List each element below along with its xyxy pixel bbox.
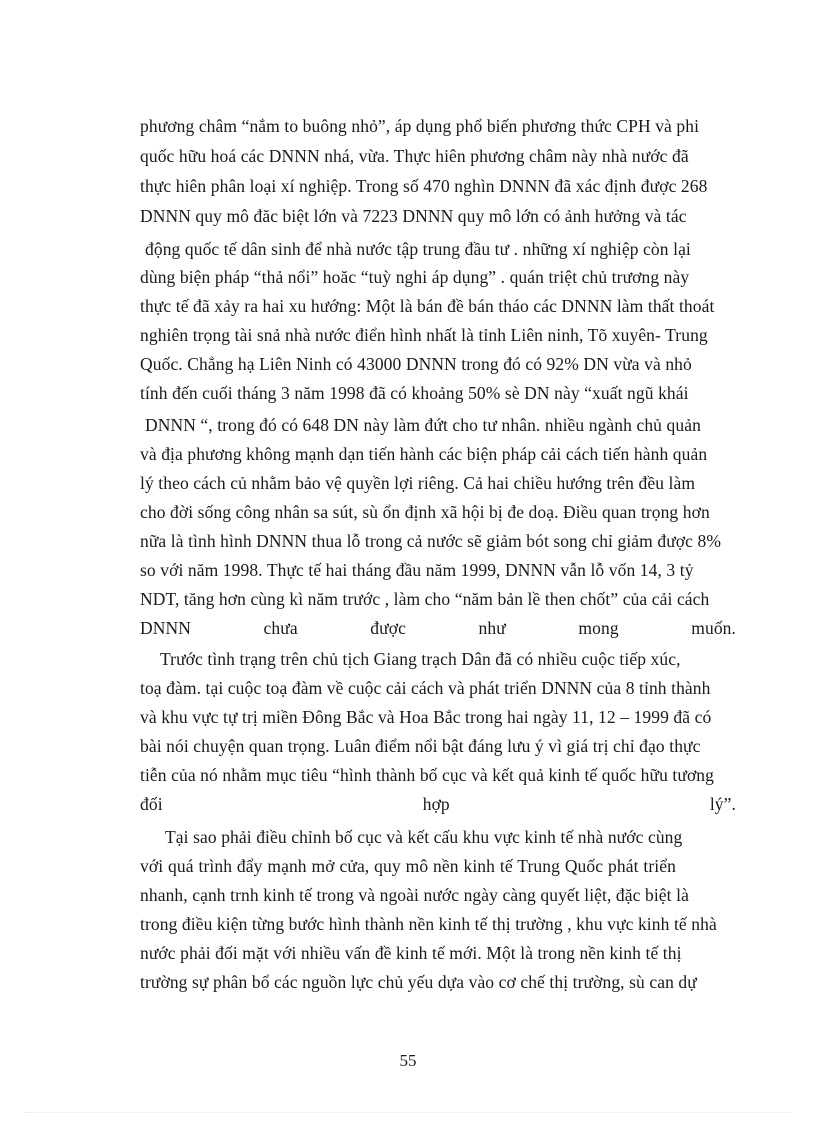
text-line: dùng biện pháp “thả nổi” hoăc “tuỳ nghi áp dụng” . quán triệt chủ trương này [140,267,690,287]
text-line: cho đời sống công nhân sa sút, sù ổn định xã hội bị đe doạ. Điều quan trọng hơn [140,502,710,522]
text-line: Quốc. Chẳng hạ Liên Ninh có 43000 DNNN trong đó có 92% DN vừa và nhỏ [140,354,692,374]
text-line: lý theo cách củ nhằm bảo vệ quyền lợi riêng. Cả hai chiều hướng trên đều làm [140,473,696,493]
text-line: Trước tình trạng trên chủ tịch Giang trạch Dân đã có nhiều cuộc tiếp xúc, [160,649,681,669]
text-line: DNNN chưa được như mong muốn. [140,618,736,638]
text-line: DNNN quy mô đăc biệt lớn và 7223 DNNN quy mô lớn có ảnh hưởng và tác [140,206,687,226]
text-line: thực tế đã xảy ra hai xu hướng: Một là bán đề bán tháo các DNNN làm thất thoát [140,296,715,316]
text-line: quốc hữu hoá các DNNN nhá, vừa. Thực hiên phương châm này nhà nước đã [140,146,689,166]
text-line: so với năm 1998. Thực tế hai tháng đầu năm 1999, DNNN vẫn lỗ vốn 14, 3 tỷ [140,560,694,580]
text-line: trường sự phân bổ các nguồn lực chủ yếu dựa vào cơ chế thị trường, sù can dự [140,972,697,992]
text-line: toạ đàm. tại cuộc toạ đàm về cuộc cải cách và phát triển DNNN của 8 tỉnh thành [140,678,711,698]
text-line: nữa là tình hình DNNN thua lỗ trong cả nước sẽ giảm bót song chỉ giảm được 8% [140,531,722,551]
text-line: động quốc tế dân sinh để nhà nước tập trung đầu tư . những xí nghiệp còn lại [145,239,691,259]
page-number: 55 [399,1051,417,1070]
text-line: DNNN “, trong đó có 648 DN này làm đứt cho tư nhân. nhiều ngành chủ quản [145,415,701,435]
text-line: tính đến cuối tháng 3 năm 1998 đã có khoảng 50% sè DN này “xuất ngũ khái [140,383,689,403]
text-line: và địa phương không mạnh dạn tiến hành các biện pháp cải cách tiến hành quản [140,444,708,464]
text-line: nhanh, cạnh trnh kinh tế trong và ngoài nước ngày càng quyết liệt, đặc biệt là [140,885,689,905]
text-line: và khu vực tự trị miền Đông Bắc và Hoa Bắc trong hai ngày 11, 12 – 1999 đã có [140,707,712,727]
text-line: bài nói chuyện quan trọng. Luân điểm nổi bật đáng lưu ý vì giá trị chỉ đạo thực [140,736,701,756]
text-line: với quá trình đẩy mạnh mở cửa, quy mô nền kinh tế Trung Quốc phát triển [140,856,676,876]
text-line: tiễn của nó nhằm mục tiêu “hình thành bố cục và kết quả kinh tế quốc hữu tương [140,765,715,785]
text-line: nghiên trọng tài snả nhà nước điển hình nhất là tỉnh Liên ninh, Tõ xuyên- Trung [140,325,708,345]
text-line: NDT, tăng hơn cùng kì năm trước , làm cho “năm bản lề then chốt” của cải cách [140,589,710,609]
text-line: nước phải đối mặt với nhiều vấn đề kinh tế mới. Một là trong nền kinh tế thị [140,943,682,963]
bottom-divider [24,1112,792,1113]
text-line: Tại sao phải điều chỉnh bố cục và kết cấu khu vực kinh tế nhà nước cùng [165,827,683,847]
text-line: phương châm “nắm to buông nhỏ”, áp dụng phổ biến phương thức CPH và phi [140,116,700,136]
text-line: thực hiên phân loại xí nghiệp. Trong số 470 nghìn DNNN đã xác định được 268 [140,176,708,196]
text-line: trong điều kiện từng bước hình thành nền kinh tế thị trường , khu vực kinh tế nhà [140,914,717,934]
text-line: đối hợp lý”. [140,794,736,814]
